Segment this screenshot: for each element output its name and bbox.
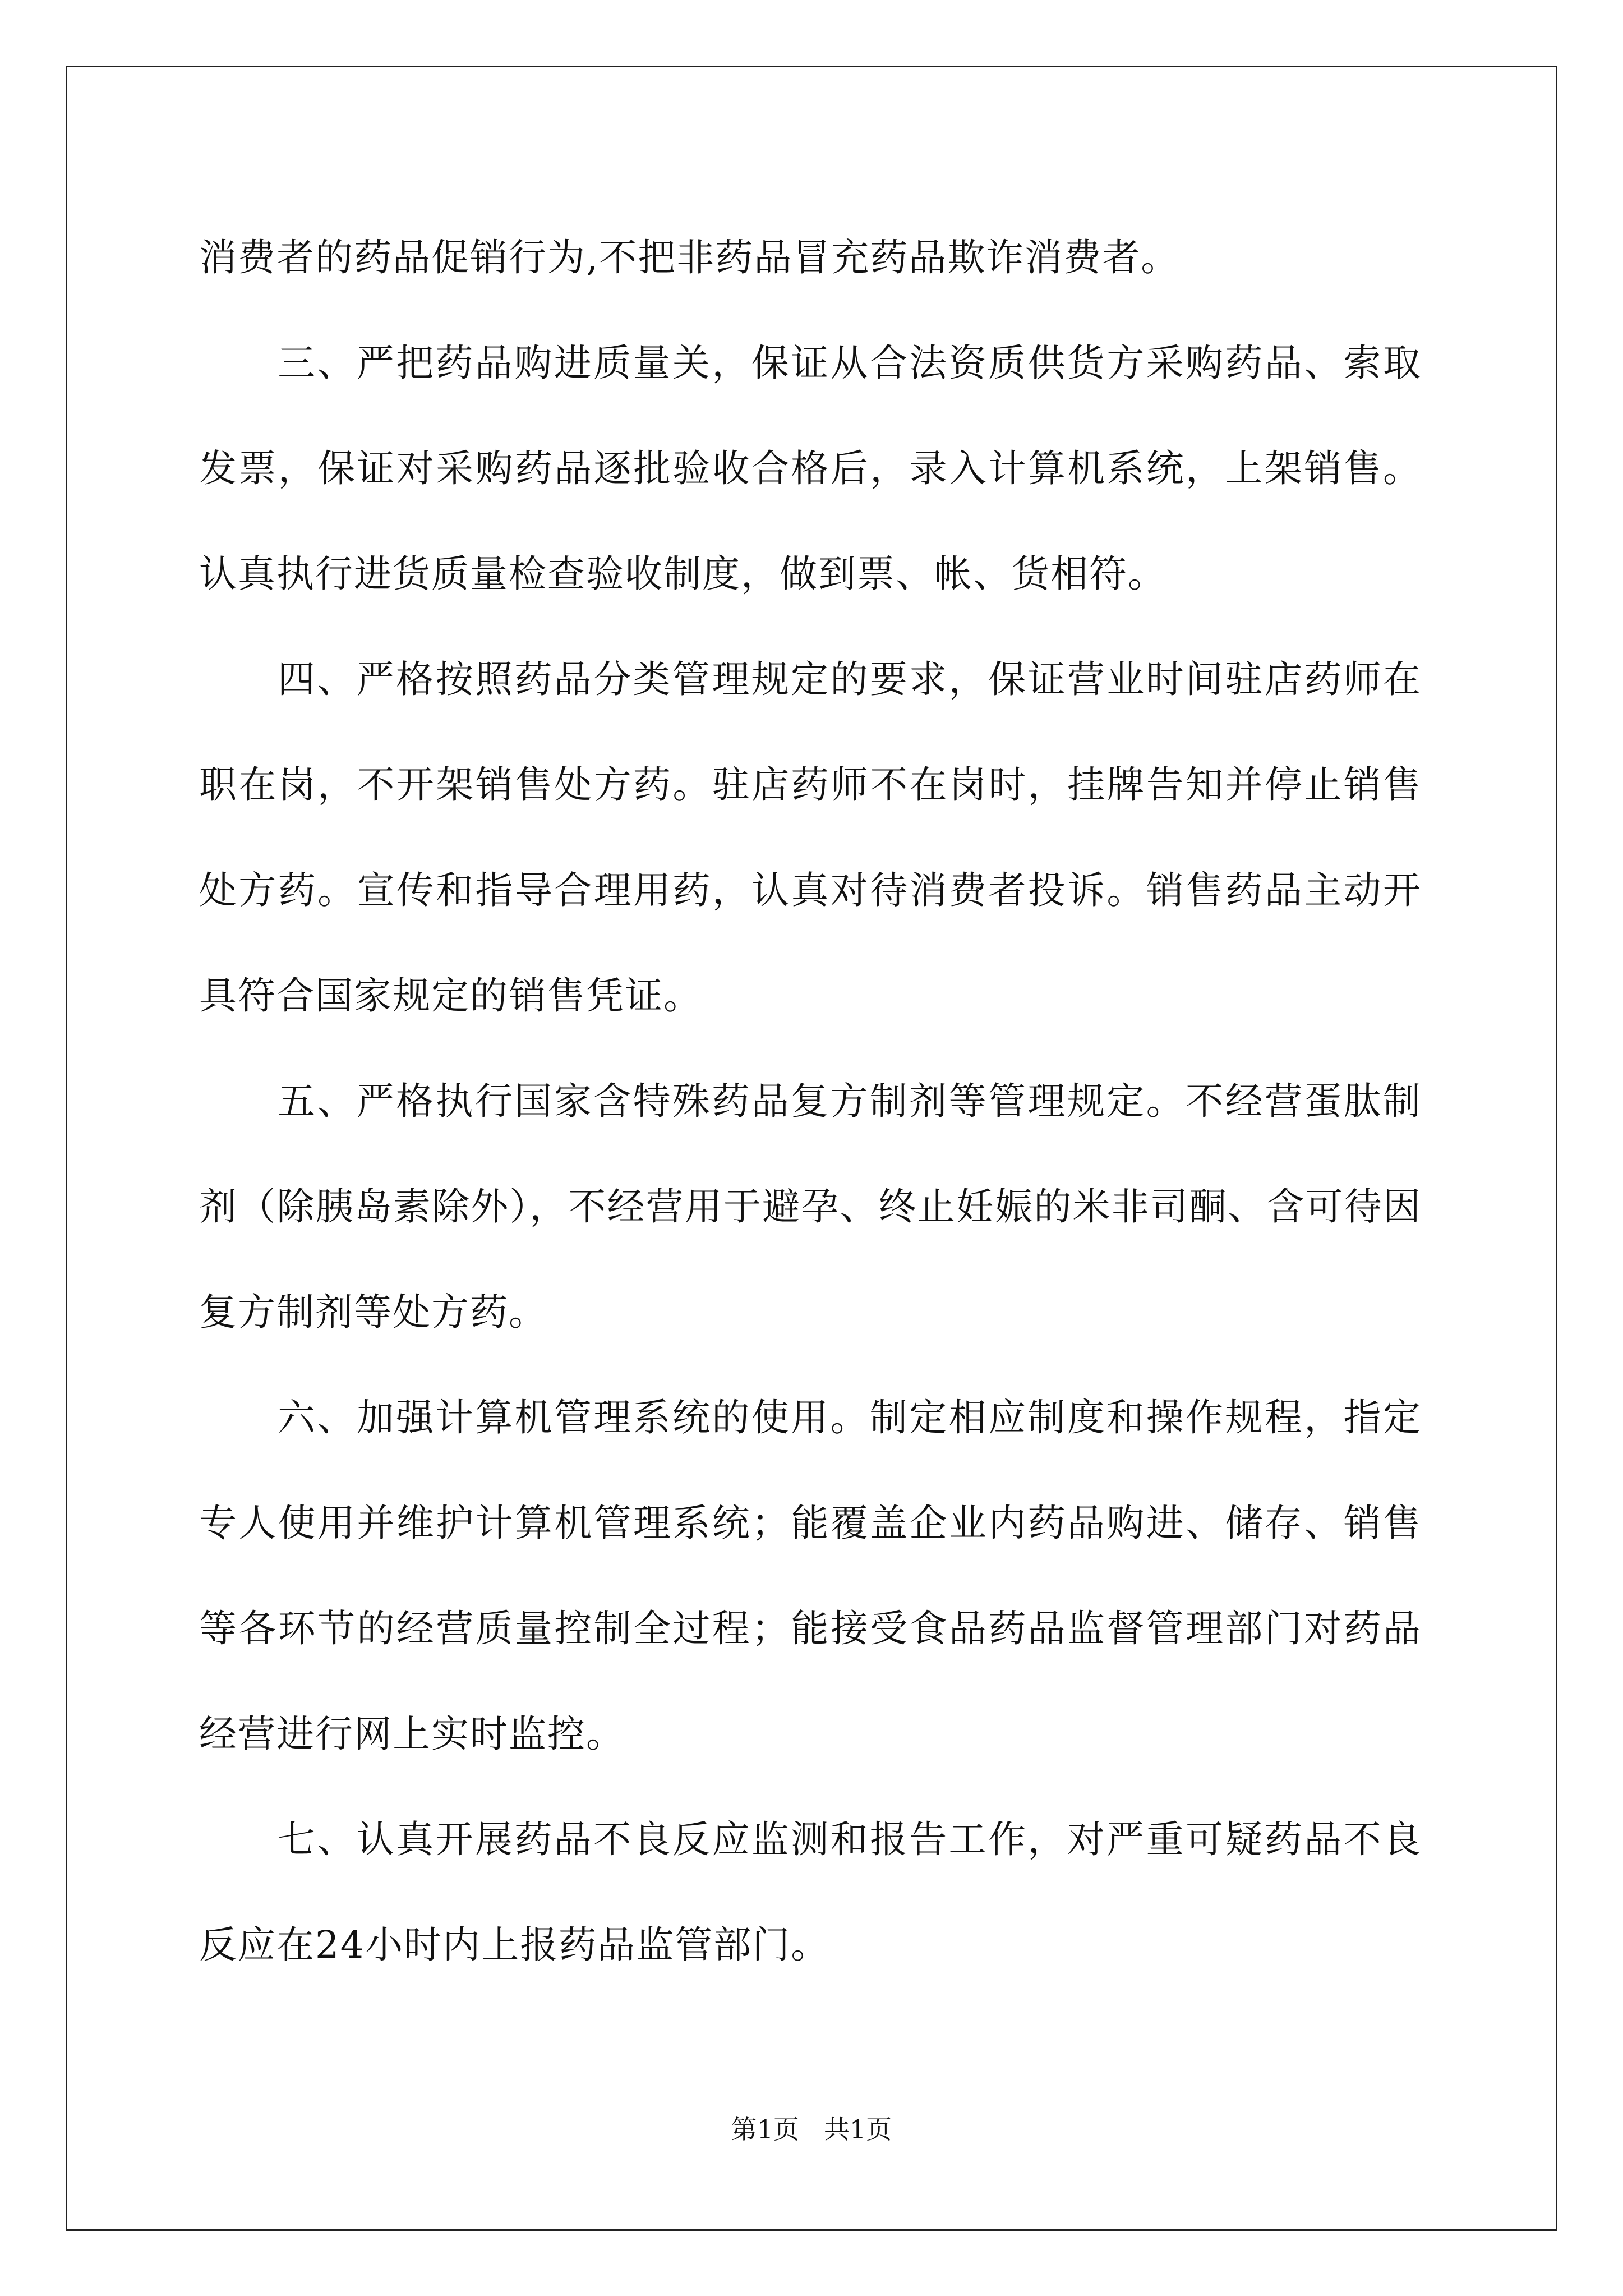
page-footer <box>0 2109 1623 2146</box>
paragraph-item-6: 六、加强计算机管理系统的使用。制定相应制度和操作规程，指定专人使用并维护计算机管理系统；能覆盖企业内药品购进、储存、销售等各环节的经营质量控制全过程；能接受食品药品监督管理部门对药品经营进行网上实时监控。 <box>199 1396 1422 1756</box>
paragraph-item-4: 四、严格按照药品分类管理规定的要求，保证营业时间驻店药师在职在岗，不开架销售处方药。驻店药师不在岗时，挂牌告知并停止销售处方药。宣传和指导合理用药，认真对待消费者投诉。销售药品主动开具符合国家规定的销售凭证。 <box>199 657 1422 1018</box>
paragraph-continuation: 消费者的药品促销行为,不把非药品冒充药品欺诈消费者。 <box>199 236 1180 279</box>
paragraph-item-7: 七、认真开展药品不良反应监测和报告工作，对严重可疑药品不良反应在24小时内上报药品监管部门。 <box>199 1818 1422 1967</box>
paragraph-item-5: 五、严格执行国家含特殊药品复方制剂等管理规定。不经营蛋肽制剂（除胰岛素除外），不经营用于避孕、终止妊娠的米非司酮、含可待因复方制剂等处方药。 <box>199 1079 1422 1334</box>
page-number: 第1页 <box>731 2114 800 2145</box>
paragraph-item-3: 三、严把药品购进质量关，保证从合法资质供货方采购药品、索取发票，保证对采购药品逐批验收合格后，录入计算机系统，上架销售。认真执行进货质量检查验收制度，做到票、帐、货相符。 <box>199 341 1422 596</box>
document-body <box>199 205 1422 1998</box>
page-total: 共1页 <box>823 2114 892 2145</box>
